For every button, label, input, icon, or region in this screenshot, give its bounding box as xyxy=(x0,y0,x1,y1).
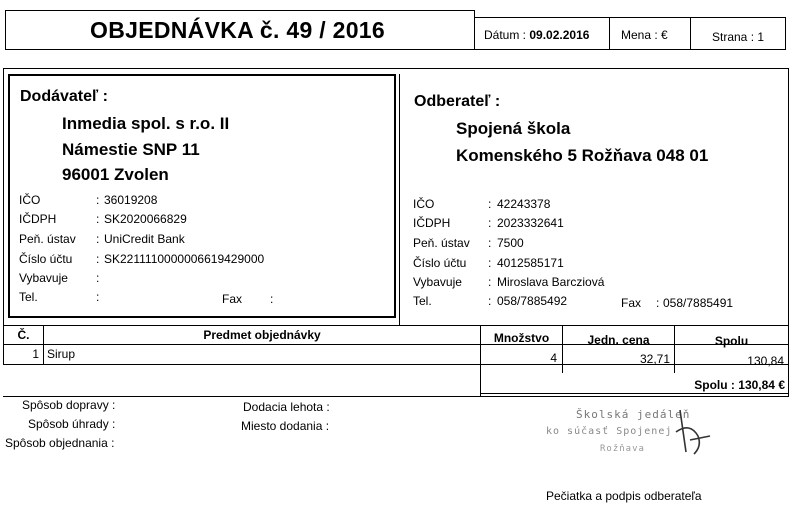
customer-handler-value: Miroslava Barcziová xyxy=(497,275,605,289)
row-no: 1 xyxy=(32,347,39,361)
row-price: 32,71 xyxy=(639,352,670,366)
customer-bank-colon: : xyxy=(488,236,492,250)
sum-field xyxy=(620,378,785,392)
supplier-icdph-colon: : xyxy=(96,212,100,226)
customer-fax-colon: : xyxy=(656,296,660,310)
order-method-label: Spôsob objednania : xyxy=(5,436,115,450)
customer-fax-label: Fax xyxy=(621,296,642,310)
table-right-border xyxy=(788,325,789,397)
customer-bank-value: 7500 xyxy=(497,236,524,250)
date-value: 09.02.2016 xyxy=(529,28,590,42)
customer-address: Komenského 5 Rožňava 048 01 xyxy=(456,146,709,165)
supplier-fax-label: Fax xyxy=(222,292,243,306)
page-field xyxy=(712,30,764,44)
stamp-line-3: Rožňava xyxy=(600,444,645,454)
customer-fax-value: 058/7885491 xyxy=(663,296,734,310)
delivery-place-label: Miesto dodania : xyxy=(241,419,330,433)
supplier-bank-value: UniCredit Bank xyxy=(104,232,185,246)
supplier-account-label: Číslo účtu xyxy=(19,252,73,266)
supplier-city: 96001 Zvolen xyxy=(62,165,169,184)
transport-label: Spôsob dopravy : xyxy=(22,398,116,412)
signature-mark xyxy=(540,402,740,467)
customer-bank-label: Peň. ústav xyxy=(413,236,470,250)
customer-tel-value: 058/7885492 xyxy=(497,294,568,308)
supplier-ico-colon: : xyxy=(96,193,100,207)
currency-value: € xyxy=(661,28,668,42)
supplier-handler-label: Vybavuje xyxy=(19,271,68,285)
customer-ico-label: IČO xyxy=(413,197,435,211)
table-row-bottom-line xyxy=(3,364,789,365)
row-total: 130,84 xyxy=(747,354,784,368)
col-qty-header: Množstvo xyxy=(493,331,550,345)
supplier-street: Námestie SNP 11 xyxy=(62,140,200,159)
customer-account-colon: : xyxy=(488,256,492,270)
row-item: Sirup xyxy=(47,347,76,361)
page-label: Strana : xyxy=(712,30,755,44)
customer-heading: Odberateľ : xyxy=(414,93,501,110)
supplier-name: Inmedia spol. s r.o. II xyxy=(62,114,230,133)
supplier-handler-colon: : xyxy=(96,271,100,285)
customer-name: Spojená škola xyxy=(456,119,571,138)
supplier-ico-label: IČO xyxy=(19,193,41,207)
supplier-fax-colon: : xyxy=(270,292,274,306)
supplier-heading: Dodávateľ : xyxy=(20,88,108,105)
customer-handler-label: Vybavuje xyxy=(413,275,462,289)
customer-tel-label: Tel. xyxy=(413,294,432,308)
payment-label: Spôsob úhrady : xyxy=(28,417,116,431)
supplier-tel-label: Tel. xyxy=(19,290,38,304)
customer-icdph-value: 2023332641 xyxy=(497,216,564,230)
supplier-bank-colon: : xyxy=(96,232,100,246)
stamp-line-1: Školská jedáleň xyxy=(576,408,691,421)
customer-account-value: 4012585171 xyxy=(497,256,564,270)
row-qty: 4 xyxy=(550,351,557,365)
customer-ico-colon: : xyxy=(488,197,492,211)
date-label: Dátum : xyxy=(484,28,527,42)
sum-label: Spolu : xyxy=(694,378,735,392)
supplier-bank-label: Peň. ústav xyxy=(19,232,76,246)
col-item-header: Predmet objednávky xyxy=(203,328,321,342)
customer-icdph-label: IČDPH xyxy=(413,216,451,230)
supplier-ico-value: 36019208 xyxy=(104,193,158,207)
page-value: 1 xyxy=(757,30,765,44)
customer-icdph-colon: : xyxy=(488,216,492,230)
page-title: OBJEDNÁVKA č. 49 / 2016 xyxy=(90,17,385,43)
col-total-header: Spolu xyxy=(714,334,749,348)
customer-ico-value: 42243378 xyxy=(497,197,551,211)
table-bottom-line xyxy=(3,396,789,397)
currency-field xyxy=(621,28,668,42)
col-price-header: Jedn. cena xyxy=(587,333,650,347)
table-top-line xyxy=(3,325,789,326)
delivery-term-label: Dodacia lehota : xyxy=(243,400,330,414)
date-field xyxy=(484,28,589,42)
col-no-header: Č. xyxy=(17,328,30,342)
supplier-icdph-value: SK2020066829 xyxy=(104,212,187,226)
customer-account-label: Číslo účtu xyxy=(413,256,467,270)
stamp-line-2: ko súčasť Spojenej xyxy=(546,426,673,437)
customer-tel-colon: : xyxy=(488,294,492,308)
supplier-tel-colon: : xyxy=(96,290,100,304)
stamp-caption: Pečiatka a podpis odberateľa xyxy=(546,489,702,503)
sum-value: 130,84 € xyxy=(738,378,785,392)
stamp xyxy=(540,402,740,467)
supplier-account-value: SK2211110000006619429000 xyxy=(104,252,265,266)
currency-label: Mena : xyxy=(621,28,658,42)
table-sum-line xyxy=(480,393,789,394)
supplier-box-right-shadow xyxy=(399,74,400,326)
customer-handler-colon: : xyxy=(488,275,492,289)
supplier-icdph-label: IČDPH xyxy=(19,212,57,226)
supplier-account-colon: : xyxy=(96,252,100,266)
